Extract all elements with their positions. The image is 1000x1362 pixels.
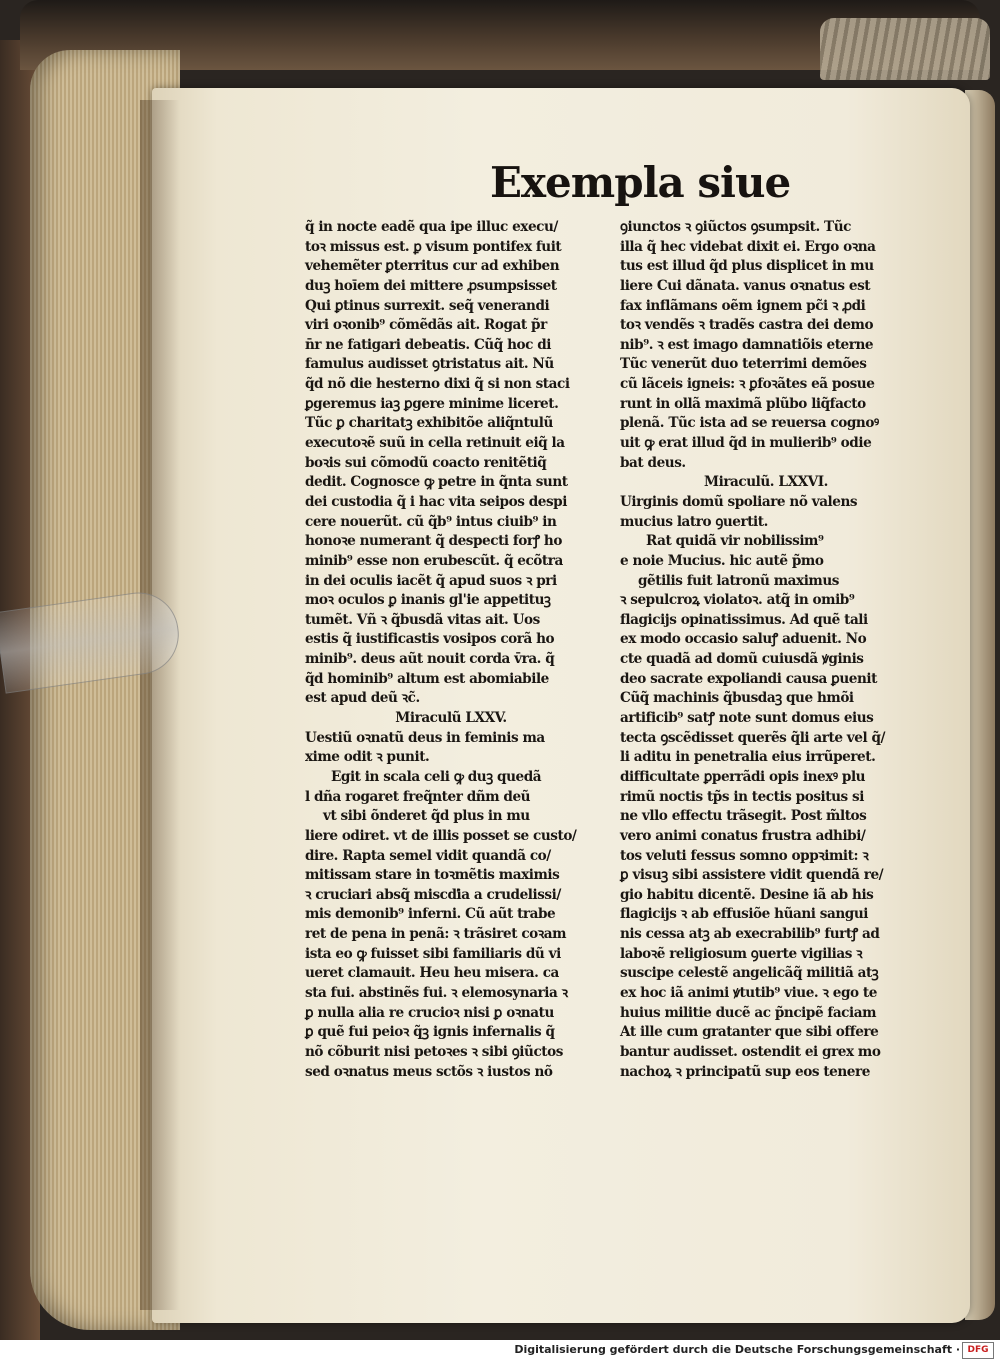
text-line: fax inflãmans oẽm ignem pc̃i ꝛ ꝓdi — [620, 297, 866, 314]
text-column-left — [305, 218, 597, 1082]
text-line: ex modo occasio saluꝭ aduenit. No — [620, 631, 867, 648]
text-line: ꝛ sepulcroꝝ violatoꝛ. atq̃ in omib⁹ — [620, 592, 855, 609]
text-line: difficultate ꝑperrãdi opis inexꝰ plu — [620, 768, 866, 785]
running-heading: Exempla siue — [490, 158, 791, 207]
text-line: plenã. Tũc ista ad se reuersa cognoꝰ — [620, 415, 879, 432]
text-line: q̃d nõ die hesterno dixi q̃ si non staci — [305, 376, 570, 393]
text-line: xime odit ꝛ punit. — [305, 749, 430, 766]
text-line: vt sibi õnderet q̃d plus in mu — [323, 808, 530, 825]
text-line: Miraculũ. LXXVI. — [704, 474, 828, 491]
text-line: bat deus. — [620, 454, 686, 471]
text-line: tos veluti fessus somno oppꝛimit: ꝛ — [620, 847, 869, 864]
text-line: nõ cõburit nisi petoꝛes ꝛ sibi ꝯiũctos — [305, 1043, 563, 1060]
text-line: duꝫ hoīem dei mittere ꝓsumpsisset — [305, 277, 557, 294]
text-line: flagicijs opinatissimus. Ad quẽ tali — [620, 611, 868, 628]
text-line: l dña rogaret freq̃nter dñm deũ — [305, 788, 531, 805]
funding-credit: Digitalisierung gefördert durch die Deutsche Forschungsgemeinschaft · — [514, 1343, 960, 1356]
text-line: mucius latro ꝯuertit. — [620, 513, 768, 530]
text-line: At ille cum gratanter que sibi offere — [620, 1024, 879, 1041]
headband — [820, 18, 990, 80]
text-line: flagicijs ꝛ ab effusiõe hũani sangui — [620, 906, 869, 923]
text-line: mitissam stare in toꝛmẽtis maximis — [305, 867, 560, 884]
text-line: estis q̃ iustificastis vosipos corã ho — [305, 631, 555, 648]
text-line: nachoꝝ ꝛ principatũ sup eos tenere — [620, 1063, 870, 1080]
text-line: dei custodia q̃ i hac vita seipos despi — [305, 493, 567, 510]
text-line: ret de pena in penã: ꝛ trãsiret coꝛam — [305, 926, 567, 943]
text-line: q̃d hominib⁹ altum est abomiabile — [305, 670, 549, 687]
text-line: honoꝛe numerant q̃ despecti forꝭ ho — [305, 533, 562, 550]
text-line: liere Cui dãnata. vanus oꝛnatus est — [620, 277, 871, 294]
text-line: Rat quidã vir nobilissim⁹ — [646, 533, 824, 550]
text-line: tus est illud q̃d plus displicet in mu — [620, 258, 874, 275]
text-line: ꝛ cruciari absq̃ miscďia a crudelissi/ — [305, 886, 561, 903]
text-line: cte quadã ad domũ cuiusdã ꝟginis — [620, 651, 864, 668]
text-line: Tũc venerũt duo teterrimi demões — [620, 356, 867, 373]
text-line: dedit. Cognosce ꝙ petre in q̃nta sunt — [305, 474, 568, 491]
text-line: ueret clamauit. Heu heu misera. ca — [305, 965, 559, 982]
text-line: in dei oculis iacẽt q̃ apud suos ꝛ pri — [305, 572, 557, 589]
text-line: ꝯiunctos ꝛ ꝯiũctos ꝯsumpsit. Tũc — [620, 219, 851, 235]
text-line: liere odiret. vt de illis posset se custo/ — [305, 827, 577, 844]
text-line: cere nouerũt. cũ q̃b⁹ intus ciuib⁹ in — [305, 513, 557, 530]
text-line: laboꝛẽ religiosum ꝯuerte vigilias ꝛ — [620, 945, 863, 962]
text-line: ꝑ quẽ fui peioꝛ q̃ꝫ ignis infernalis q̃ — [305, 1024, 555, 1041]
text-line: ꝑ nulla alia re crucioꝛ nisi ꝑ oꝛnatu — [305, 1004, 554, 1021]
text-line: minib⁹ esse non erubescũt. q̃ ecõtra — [305, 552, 563, 569]
text-line: deo sacrate expoliandi causa ꝑuenit — [620, 670, 877, 687]
text-line: vehemẽter ꝑterritus cur ad exhiben — [305, 258, 560, 275]
text-line: est apud deũ ꝛc̃. — [305, 690, 420, 707]
text-column-right — [620, 218, 912, 1082]
text-line: bantur audisset. ostendit ei grex mo — [620, 1043, 881, 1060]
text-line: cũ lãceis igneis: ꝛ ꝑfoꝛãtes eã posue — [620, 376, 875, 393]
text-line: nib⁹. ꝛ est imago damnatiõis eterne — [620, 336, 874, 353]
text-line: viri oꝛonib⁹ cõmẽdãs ait. Rogat p̃r — [305, 317, 547, 334]
text-line: Tũc ꝑ charitatꝫ exhibitõe aliq̃ntulũ — [305, 415, 553, 432]
text-line: toꝛ vendẽs ꝛ tradẽs castra dei demo — [620, 317, 874, 334]
text-line: ne vllo effectu trãsegit. Post m̃ltos — [620, 808, 867, 825]
text-line: e noie Mucius. hic autẽ p̃mo — [620, 552, 824, 569]
gutter-shadow — [140, 100, 180, 1310]
text-line: Miraculũ LXXV. — [395, 710, 507, 727]
text-line: dire. Rapta semel vidit quandã co/ — [305, 847, 551, 864]
text-line: minib⁹. deus aũt nouit corda v̄ra. q̃ — [305, 651, 555, 668]
text-line: toꝛ missus est. ꝑ visum pontifex fuit — [305, 238, 562, 255]
text-line: runt in ollã maximã plũbo liq̃facto — [620, 395, 866, 412]
text-line: ex hoc iã animi ꝟtutib⁹ viue. ꝛ ego te — [620, 984, 877, 1001]
text-line: Egit in scala celi ꝙ duꝫ quedã — [331, 768, 542, 785]
text-line: tecta ꝯscẽdisset querẽs q̃li arte vel q̃/ — [620, 729, 886, 746]
text-line: Uirginis domũ spoliare nõ valens — [620, 493, 858, 510]
text-line: huius militie ducẽ ac p̃ncipẽ faciam — [620, 1004, 877, 1021]
text-line: li aditu in penetralia eius irrũperet. — [620, 749, 876, 766]
text-line: ꝑ visuꝫ sibi assistere vidit quendã re/ — [620, 867, 884, 884]
text-line: nis cessa atꝫ ab execrabilib⁹ furtꝭ ad — [620, 926, 880, 943]
text-line: Cũq̃ machinis q̃busdaꝫ que hmõi — [620, 690, 854, 707]
text-line: executoꝛẽ suũ in cella retinuit eiq̃ la — [305, 435, 565, 452]
text-line: n̄r ne fatigari debeatis. Cũq̃ hoc di — [305, 336, 552, 353]
text-line: moꝛ oculos ꝑ inanis gl'ie appetituꝫ — [305, 592, 551, 609]
text-line: sed oꝛnatus meus sctõs ꝛ iustos nõ — [305, 1063, 553, 1080]
text-line: ista eo ꝙ fuisset sibi familiaris dũ vi — [305, 945, 561, 962]
text-line: artificib⁹ satꝭ note sunt domus eius — [620, 710, 874, 727]
text-line: suscipe celestẽ angelicãq̃ militiã atꝫ — [620, 965, 879, 982]
text-line: uit ꝙ erat illud q̃d in mulierib⁹ odie — [620, 435, 872, 452]
text-line: vero animi conatus frustra adhibi/ — [620, 827, 866, 844]
text-line: boꝛis sui cõmodũ coacto renitẽtiq̃ — [305, 454, 547, 471]
text-line: tumẽt. Vñ ꝛ q̃busdã vitas ait. Uos — [305, 611, 540, 628]
text-line: famulus audisset ꝯtristatus ait. Nũ — [305, 356, 554, 373]
text-line: Qui ꝑtinus surrexit. seq̃ venerandi — [305, 297, 550, 314]
text-line: Uestiũ oꝛnatũ deus in feminis ma — [305, 729, 545, 746]
text-line: q̃ in nocte eadẽ qua ipe illuc execu/ — [305, 219, 558, 235]
text-line: ꝑgeremus iaꝫ ꝑgere minime liceret. — [305, 395, 559, 412]
text-line: illa q̃ hec videbat dixit ei. Ergo oꝛna — [620, 238, 876, 255]
dfg-logo: DFG — [962, 1342, 994, 1359]
text-line: gẽtilis fuit latronũ maximus — [638, 572, 839, 589]
text-line: rimũ noctis tp̃s in tectis positus si — [620, 788, 864, 805]
text-line: gio habitu dicentẽ. Desine iã ab his — [620, 886, 874, 903]
text-line: mis demonib⁹ inferni. Cũ aũt trabe — [305, 906, 556, 923]
text-line: sta fui. abstinẽs fui. ꝛ elemosynaria ꝛ — [305, 984, 568, 1001]
